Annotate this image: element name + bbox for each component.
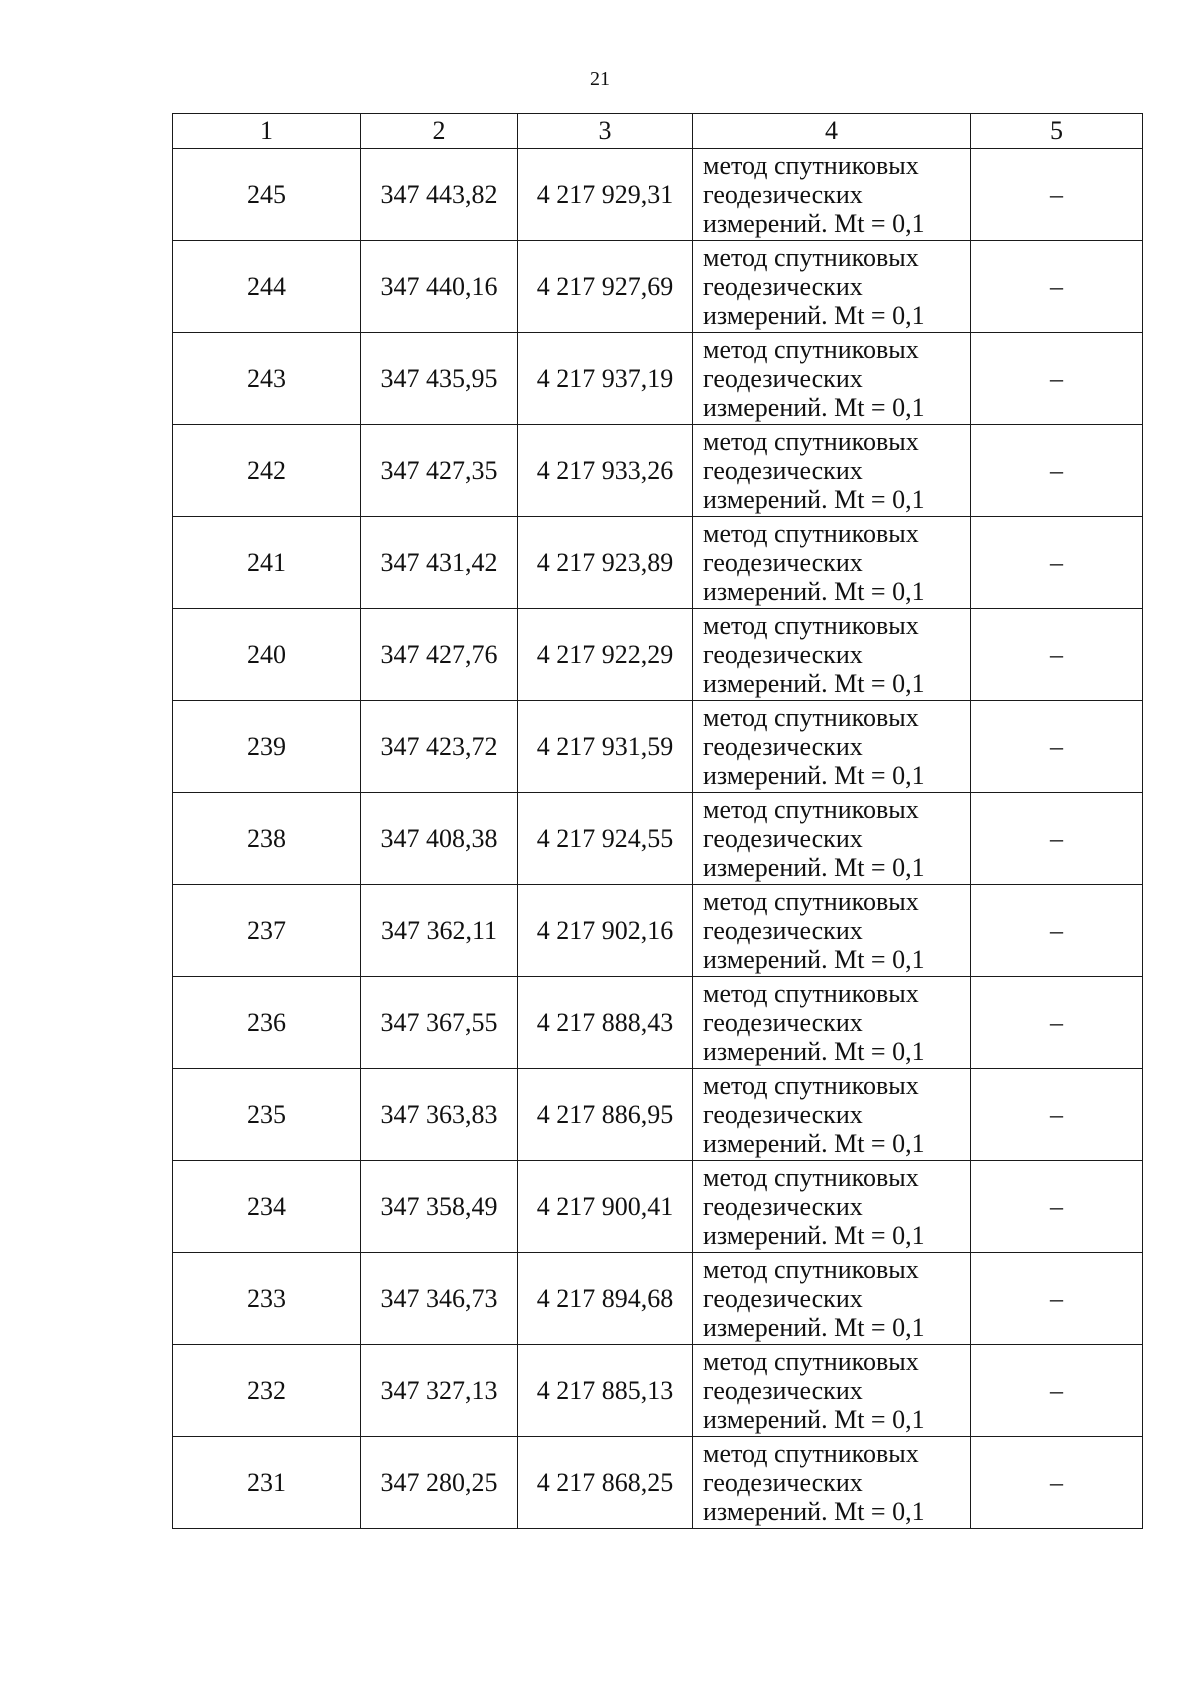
table-row [173, 1161, 1143, 1253]
method-line-2: геодезических [703, 180, 863, 209]
method-cell [693, 1437, 971, 1529]
point-number-cell: 244 [173, 241, 361, 333]
method-line-1: метод спутниковых [703, 1347, 919, 1376]
coordinates-table [172, 113, 1143, 1529]
point-number-cell: 238 [173, 793, 361, 885]
point-number-cell: 236 [173, 977, 361, 1069]
x-coordinate-cell: 347 363,83 [361, 1069, 518, 1161]
method-line-3: измерений. Mt = 0,1 [703, 1037, 925, 1066]
method-line-3: измерений. Mt = 0,1 [703, 577, 925, 606]
note-cell: – [971, 241, 1143, 333]
method-cell [693, 1253, 971, 1345]
y-coordinate-cell: 4 217 929,31 [518, 149, 693, 241]
method-line-2: геодезических [703, 732, 863, 761]
x-coordinate-cell: 347 427,76 [361, 609, 518, 701]
table-row [173, 241, 1143, 333]
method-line-2: геодезических [703, 1100, 863, 1129]
header-cell-4: 4 [693, 114, 971, 149]
y-coordinate-cell: 4 217 924,55 [518, 793, 693, 885]
note-cell: – [971, 1161, 1143, 1253]
method-line-1: метод спутниковых [703, 979, 919, 1008]
method-cell [693, 885, 971, 977]
method-line-1: метод спутниковых [703, 243, 919, 272]
method-cell [693, 517, 971, 609]
method-line-2: геодезических [703, 456, 863, 485]
point-number-cell: 235 [173, 1069, 361, 1161]
method-line-3: измерений. Mt = 0,1 [703, 1497, 925, 1526]
y-coordinate-cell: 4 217 888,43 [518, 977, 693, 1069]
note-cell: – [971, 517, 1143, 609]
method-line-2: геодезических [703, 1376, 863, 1405]
x-coordinate-cell: 347 327,13 [361, 1345, 518, 1437]
note-cell: – [971, 1345, 1143, 1437]
method-line-2: геодезических [703, 548, 863, 577]
y-coordinate-cell: 4 217 868,25 [518, 1437, 693, 1529]
note-cell: – [971, 885, 1143, 977]
header-row [173, 114, 1143, 149]
method-line-3: измерений. Mt = 0,1 [703, 485, 925, 514]
header-cell-3: 3 [518, 114, 693, 149]
method-cell [693, 1161, 971, 1253]
point-number-cell: 232 [173, 1345, 361, 1437]
y-coordinate-cell: 4 217 900,41 [518, 1161, 693, 1253]
method-line-3: измерений. Mt = 0,1 [703, 761, 925, 790]
note-cell: – [971, 1069, 1143, 1161]
method-line-2: геодезических [703, 272, 863, 301]
point-number-cell: 245 [173, 149, 361, 241]
y-coordinate-cell: 4 217 886,95 [518, 1069, 693, 1161]
header-cell-1: 1 [173, 114, 361, 149]
y-coordinate-cell: 4 217 933,26 [518, 425, 693, 517]
y-coordinate-cell: 4 217 923,89 [518, 517, 693, 609]
method-line-1: метод спутниковых [703, 1439, 919, 1468]
method-cell [693, 609, 971, 701]
table-row [173, 425, 1143, 517]
x-coordinate-cell: 347 440,16 [361, 241, 518, 333]
x-coordinate-cell: 347 443,82 [361, 149, 518, 241]
method-line-3: измерений. Mt = 0,1 [703, 1129, 925, 1158]
note-cell: – [971, 1253, 1143, 1345]
point-number-cell: 239 [173, 701, 361, 793]
method-line-1: метод спутниковых [703, 703, 919, 732]
table-row [173, 793, 1143, 885]
note-cell: – [971, 793, 1143, 885]
table-row [173, 149, 1143, 241]
method-line-3: измерений. Mt = 0,1 [703, 1405, 925, 1434]
table-header [173, 114, 1143, 149]
method-line-3: измерений. Mt = 0,1 [703, 393, 925, 422]
x-coordinate-cell: 347 427,35 [361, 425, 518, 517]
point-number-cell: 233 [173, 1253, 361, 1345]
method-line-2: геодезических [703, 1284, 863, 1313]
method-line-1: метод спутниковых [703, 1255, 919, 1284]
table-row [173, 1069, 1143, 1161]
point-number-cell: 237 [173, 885, 361, 977]
note-cell: – [971, 701, 1143, 793]
y-coordinate-cell: 4 217 922,29 [518, 609, 693, 701]
header-cell-5: 5 [971, 114, 1143, 149]
method-line-1: метод спутниковых [703, 151, 919, 180]
x-coordinate-cell: 347 408,38 [361, 793, 518, 885]
method-line-3: измерений. Mt = 0,1 [703, 853, 925, 882]
method-line-1: метод спутниковых [703, 1163, 919, 1192]
y-coordinate-cell: 4 217 902,16 [518, 885, 693, 977]
method-line-2: геодезических [703, 364, 863, 393]
table-row [173, 333, 1143, 425]
method-line-2: геодезических [703, 640, 863, 669]
method-line-3: измерений. Mt = 0,1 [703, 209, 925, 238]
x-coordinate-cell: 347 358,49 [361, 1161, 518, 1253]
method-line-2: геодезических [703, 824, 863, 853]
point-number-cell: 243 [173, 333, 361, 425]
table-row [173, 701, 1143, 793]
note-cell: – [971, 1437, 1143, 1529]
method-line-3: измерений. Mt = 0,1 [703, 1221, 925, 1250]
note-cell: – [971, 425, 1143, 517]
x-coordinate-cell: 347 346,73 [361, 1253, 518, 1345]
method-line-3: измерений. Mt = 0,1 [703, 669, 925, 698]
method-line-1: метод спутниковых [703, 1071, 919, 1100]
method-line-3: измерений. Mt = 0,1 [703, 301, 925, 330]
method-cell [693, 1345, 971, 1437]
point-number-cell: 231 [173, 1437, 361, 1529]
x-coordinate-cell: 347 431,42 [361, 517, 518, 609]
y-coordinate-cell: 4 217 937,19 [518, 333, 693, 425]
method-line-1: метод спутниковых [703, 519, 919, 548]
table-row [173, 609, 1143, 701]
method-line-3: измерений. Mt = 0,1 [703, 1313, 925, 1342]
method-line-1: метод спутниковых [703, 611, 919, 640]
method-line-1: метод спутниковых [703, 887, 919, 916]
y-coordinate-cell: 4 217 894,68 [518, 1253, 693, 1345]
method-line-2: геодезических [703, 1008, 863, 1037]
method-cell [693, 793, 971, 885]
x-coordinate-cell: 347 435,95 [361, 333, 518, 425]
method-line-1: метод спутниковых [703, 335, 919, 364]
method-line-2: геодезических [703, 916, 863, 945]
x-coordinate-cell: 347 367,55 [361, 977, 518, 1069]
method-cell [693, 333, 971, 425]
point-number-cell: 240 [173, 609, 361, 701]
table-row [173, 517, 1143, 609]
method-line-2: геодезических [703, 1468, 863, 1497]
x-coordinate-cell: 347 423,72 [361, 701, 518, 793]
method-cell [693, 241, 971, 333]
page-number: 21 [590, 68, 610, 90]
method-line-2: геодезических [703, 1192, 863, 1221]
method-cell [693, 977, 971, 1069]
table-row [173, 1437, 1143, 1529]
x-coordinate-cell: 347 362,11 [361, 885, 518, 977]
point-number-cell: 234 [173, 1161, 361, 1253]
y-coordinate-cell: 4 217 885,13 [518, 1345, 693, 1437]
table-row [173, 885, 1143, 977]
table-row [173, 1345, 1143, 1437]
note-cell: – [971, 609, 1143, 701]
table-row [173, 977, 1143, 1069]
note-cell: – [971, 977, 1143, 1069]
method-line-1: метод спутниковых [703, 427, 919, 456]
header-cell-2: 2 [361, 114, 518, 149]
method-line-1: метод спутниковых [703, 795, 919, 824]
point-number-cell: 241 [173, 517, 361, 609]
y-coordinate-cell: 4 217 931,59 [518, 701, 693, 793]
method-cell [693, 1069, 971, 1161]
point-number-cell: 242 [173, 425, 361, 517]
method-cell [693, 425, 971, 517]
y-coordinate-cell: 4 217 927,69 [518, 241, 693, 333]
x-coordinate-cell: 347 280,25 [361, 1437, 518, 1529]
method-cell [693, 701, 971, 793]
method-line-3: измерений. Mt = 0,1 [703, 945, 925, 974]
note-cell: – [971, 333, 1143, 425]
table-body [173, 149, 1143, 1529]
method-cell [693, 149, 971, 241]
note-cell: – [971, 149, 1143, 241]
table-row [173, 1253, 1143, 1345]
